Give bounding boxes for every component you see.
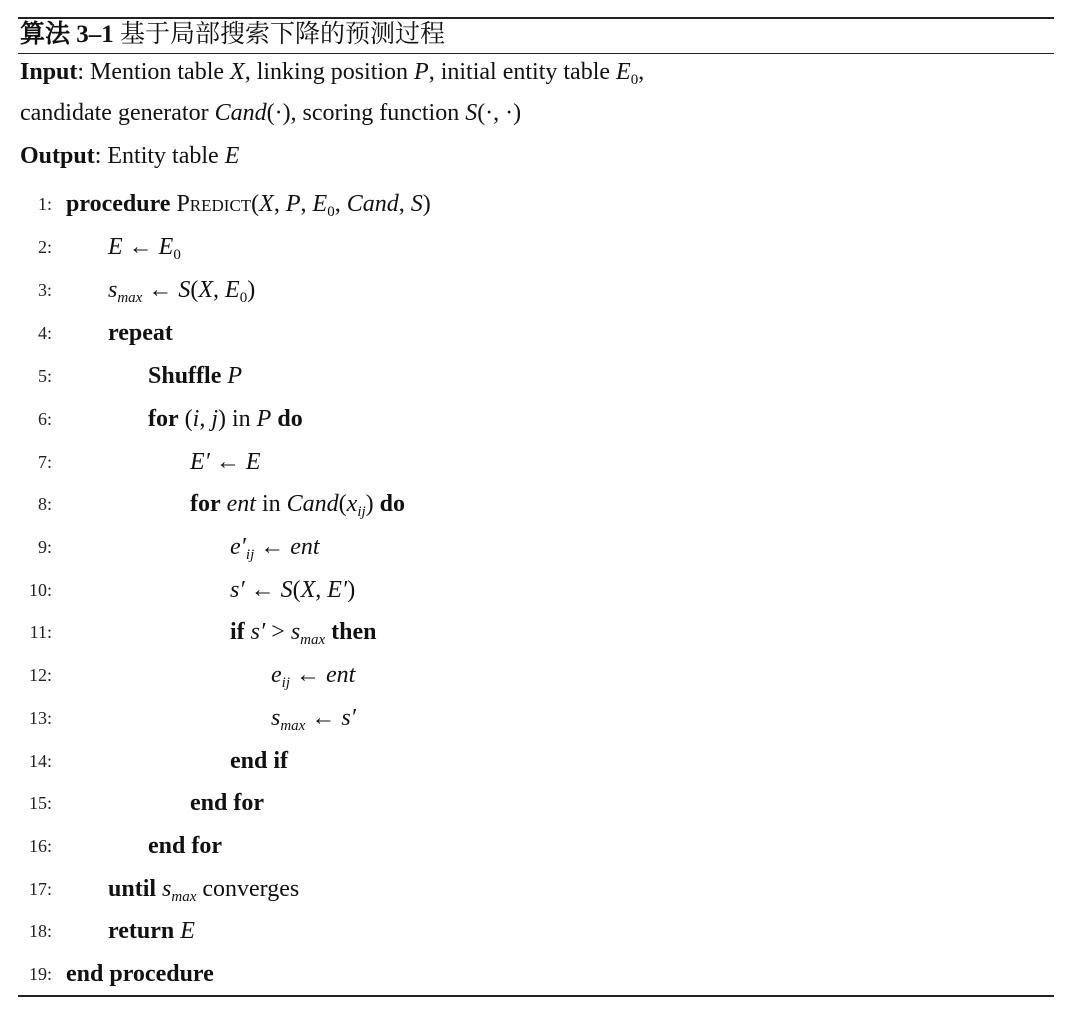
var: P <box>285 191 301 217</box>
input-text: , <box>638 59 645 85</box>
var: E′ <box>190 449 210 475</box>
algo-line-12 <box>0 657 1070 693</box>
var: S <box>280 577 293 603</box>
paren: ( <box>292 577 301 603</box>
keyword: for <box>190 491 221 517</box>
algo-line-2 <box>0 229 1070 265</box>
line-number: 18: <box>28 921 52 941</box>
var: j <box>211 406 218 432</box>
algo-line-11 <box>0 614 1070 650</box>
keyword: do <box>379 491 406 517</box>
arrow: ← <box>296 662 320 688</box>
arrow: ← <box>250 577 275 603</box>
keyword: until <box>108 876 157 902</box>
line-number: 1: <box>37 194 52 214</box>
bottom-rule <box>18 995 1054 997</box>
code <box>230 572 355 608</box>
line-number: 7: <box>37 452 52 472</box>
line-number: 15: <box>28 793 52 813</box>
input-text: (·, ·) <box>477 100 522 126</box>
line-number: 11: <box>29 622 52 642</box>
paren: ( <box>190 277 199 303</box>
keyword: in <box>261 491 281 517</box>
var: E <box>108 234 123 260</box>
comma: , <box>315 577 328 603</box>
var-E: E <box>224 143 240 169</box>
arrow: ← <box>148 277 173 303</box>
line-number: 8: <box>37 494 52 514</box>
arrow: ← <box>260 534 285 560</box>
algorithm-title: 基于局部搜索下降的预测过程 <box>120 21 446 48</box>
subscript: 0 <box>630 72 639 88</box>
keyword: return <box>108 918 175 944</box>
paren: ) <box>218 406 226 432</box>
var: Cand <box>286 491 339 517</box>
var: E <box>158 234 174 260</box>
paren: ) <box>247 277 256 303</box>
var: ent <box>226 491 256 517</box>
code <box>271 657 355 693</box>
line-number: 13: <box>28 708 52 728</box>
var: E <box>312 191 328 217</box>
code <box>108 272 255 308</box>
var: e <box>271 662 282 688</box>
algo-line-8 <box>0 486 1070 522</box>
var-E: E <box>616 59 631 85</box>
code <box>190 785 264 821</box>
subscript: ij <box>245 547 255 563</box>
arrow: ← <box>128 234 153 260</box>
paren: ) <box>347 577 356 603</box>
output-label: Output <box>20 143 95 169</box>
var: s <box>162 876 172 902</box>
keyword: if <box>230 619 245 645</box>
keyword: end for <box>148 833 222 859</box>
var-cand: Cand <box>214 100 267 126</box>
algo-line-10 <box>0 572 1070 608</box>
subscript: 0 <box>327 204 335 220</box>
code <box>230 614 377 650</box>
algo-line-16 <box>0 828 1070 864</box>
code <box>148 828 222 864</box>
subscript: max <box>300 632 326 648</box>
subscript: max <box>171 889 197 905</box>
line-number: 19: <box>28 964 52 984</box>
subscript: ij <box>357 504 366 520</box>
input-text: , linking position <box>244 59 415 85</box>
subscript: 0 <box>173 247 181 263</box>
input-label: Input <box>20 59 78 85</box>
comma: , <box>398 191 411 217</box>
arrow: ← <box>311 705 336 731</box>
var: s <box>271 705 281 731</box>
input-text: candidate generator <box>20 100 215 126</box>
var: E <box>180 918 195 944</box>
comma: , <box>273 191 286 217</box>
algo-line-17 <box>0 871 1070 907</box>
subscript: ij <box>281 675 290 691</box>
algo-line-4 <box>0 315 1070 351</box>
paren: ( <box>251 191 260 217</box>
input-line-2 <box>20 98 521 128</box>
algo-line-3 <box>0 272 1070 308</box>
line-number: 10: <box>28 580 52 600</box>
input-line <box>20 57 644 87</box>
var: X <box>300 577 316 603</box>
comma: , <box>300 191 313 217</box>
algo-line-7 <box>0 444 1070 480</box>
keyword: for <box>148 406 179 432</box>
algo-line-13 <box>0 700 1070 736</box>
subscript: max <box>280 718 306 734</box>
paren: ) <box>365 491 374 517</box>
var: s′ <box>250 619 266 645</box>
var: ent <box>326 662 356 688</box>
code <box>108 871 299 907</box>
var: s <box>290 619 301 645</box>
code <box>66 956 214 992</box>
algo-line-6 <box>0 401 1070 437</box>
arrow: ← <box>215 449 240 475</box>
line-number: 5: <box>37 366 52 386</box>
line-number: 2: <box>37 237 52 257</box>
algo-line-14 <box>0 743 1070 779</box>
comma: , <box>334 191 347 217</box>
line-number: 16: <box>28 836 52 856</box>
var: P <box>256 406 272 432</box>
input-text: : Mention table <box>77 59 231 85</box>
var: s′ <box>230 577 245 603</box>
var: E′ <box>327 577 348 603</box>
var: S <box>410 191 423 217</box>
algorithm-caption <box>20 18 445 52</box>
var-S: S <box>465 100 478 126</box>
code <box>190 444 261 480</box>
keyword: end procedure <box>66 961 214 987</box>
code <box>108 229 181 265</box>
var: ent <box>290 534 320 560</box>
algo-line-1 <box>0 186 1070 222</box>
var: s <box>108 277 118 303</box>
code <box>108 315 173 351</box>
keyword: do <box>277 406 303 432</box>
line-number: 17: <box>28 879 52 899</box>
line-number: 12: <box>28 665 52 685</box>
line-number: 14: <box>28 751 52 771</box>
code <box>108 913 195 949</box>
code <box>66 186 431 222</box>
keyword: repeat <box>108 320 173 346</box>
output-line <box>20 141 239 171</box>
var-X: X <box>230 59 245 85</box>
keyword: end if <box>230 748 289 774</box>
algorithm-label: 算法 3–1 <box>20 21 114 48</box>
comma: , <box>199 406 212 432</box>
keyword: Shuffle <box>148 363 222 389</box>
input-text: , initial entity table <box>428 59 617 85</box>
output-text: : Entity table <box>94 143 225 169</box>
code <box>230 743 288 779</box>
code <box>190 486 405 522</box>
var: X <box>259 191 274 217</box>
code <box>271 700 356 736</box>
subscript: max <box>117 290 143 306</box>
var: E <box>245 449 261 475</box>
keyword: procedure <box>66 191 171 217</box>
code <box>148 401 303 437</box>
var: X <box>198 277 214 303</box>
algo-line-5 <box>0 358 1070 394</box>
subscript: 0 <box>239 290 248 306</box>
paren: ) <box>422 191 431 217</box>
text: converges <box>202 876 300 902</box>
keyword: end for <box>190 790 264 816</box>
var: E <box>225 277 240 303</box>
operator: > <box>271 619 285 645</box>
var: S <box>178 277 191 303</box>
procedure-name: Predict <box>176 191 252 217</box>
line-number: 9: <box>37 537 52 557</box>
var: s′ <box>341 705 356 731</box>
comma: , <box>213 277 226 303</box>
input-text: (·), scoring function <box>266 100 466 126</box>
keyword: then <box>331 619 377 645</box>
line-number: 4: <box>37 323 52 343</box>
paren: ( <box>184 406 193 432</box>
var: i <box>192 406 200 432</box>
algo-line-19 <box>0 956 1070 992</box>
caption-rule <box>18 53 1054 54</box>
var: P <box>227 363 243 389</box>
var: x <box>346 491 358 517</box>
algo-line-15 <box>0 785 1070 821</box>
line-number: 3: <box>37 280 52 300</box>
code <box>148 358 242 394</box>
var: e′ <box>230 534 246 560</box>
line-number: 6: <box>37 409 52 429</box>
keyword: in <box>232 406 251 432</box>
algo-line-9 <box>0 529 1070 565</box>
paren: ( <box>338 491 347 517</box>
code <box>230 529 320 565</box>
var-P: P <box>414 59 429 85</box>
var: Cand <box>346 191 399 217</box>
algo-line-18 <box>0 913 1070 949</box>
